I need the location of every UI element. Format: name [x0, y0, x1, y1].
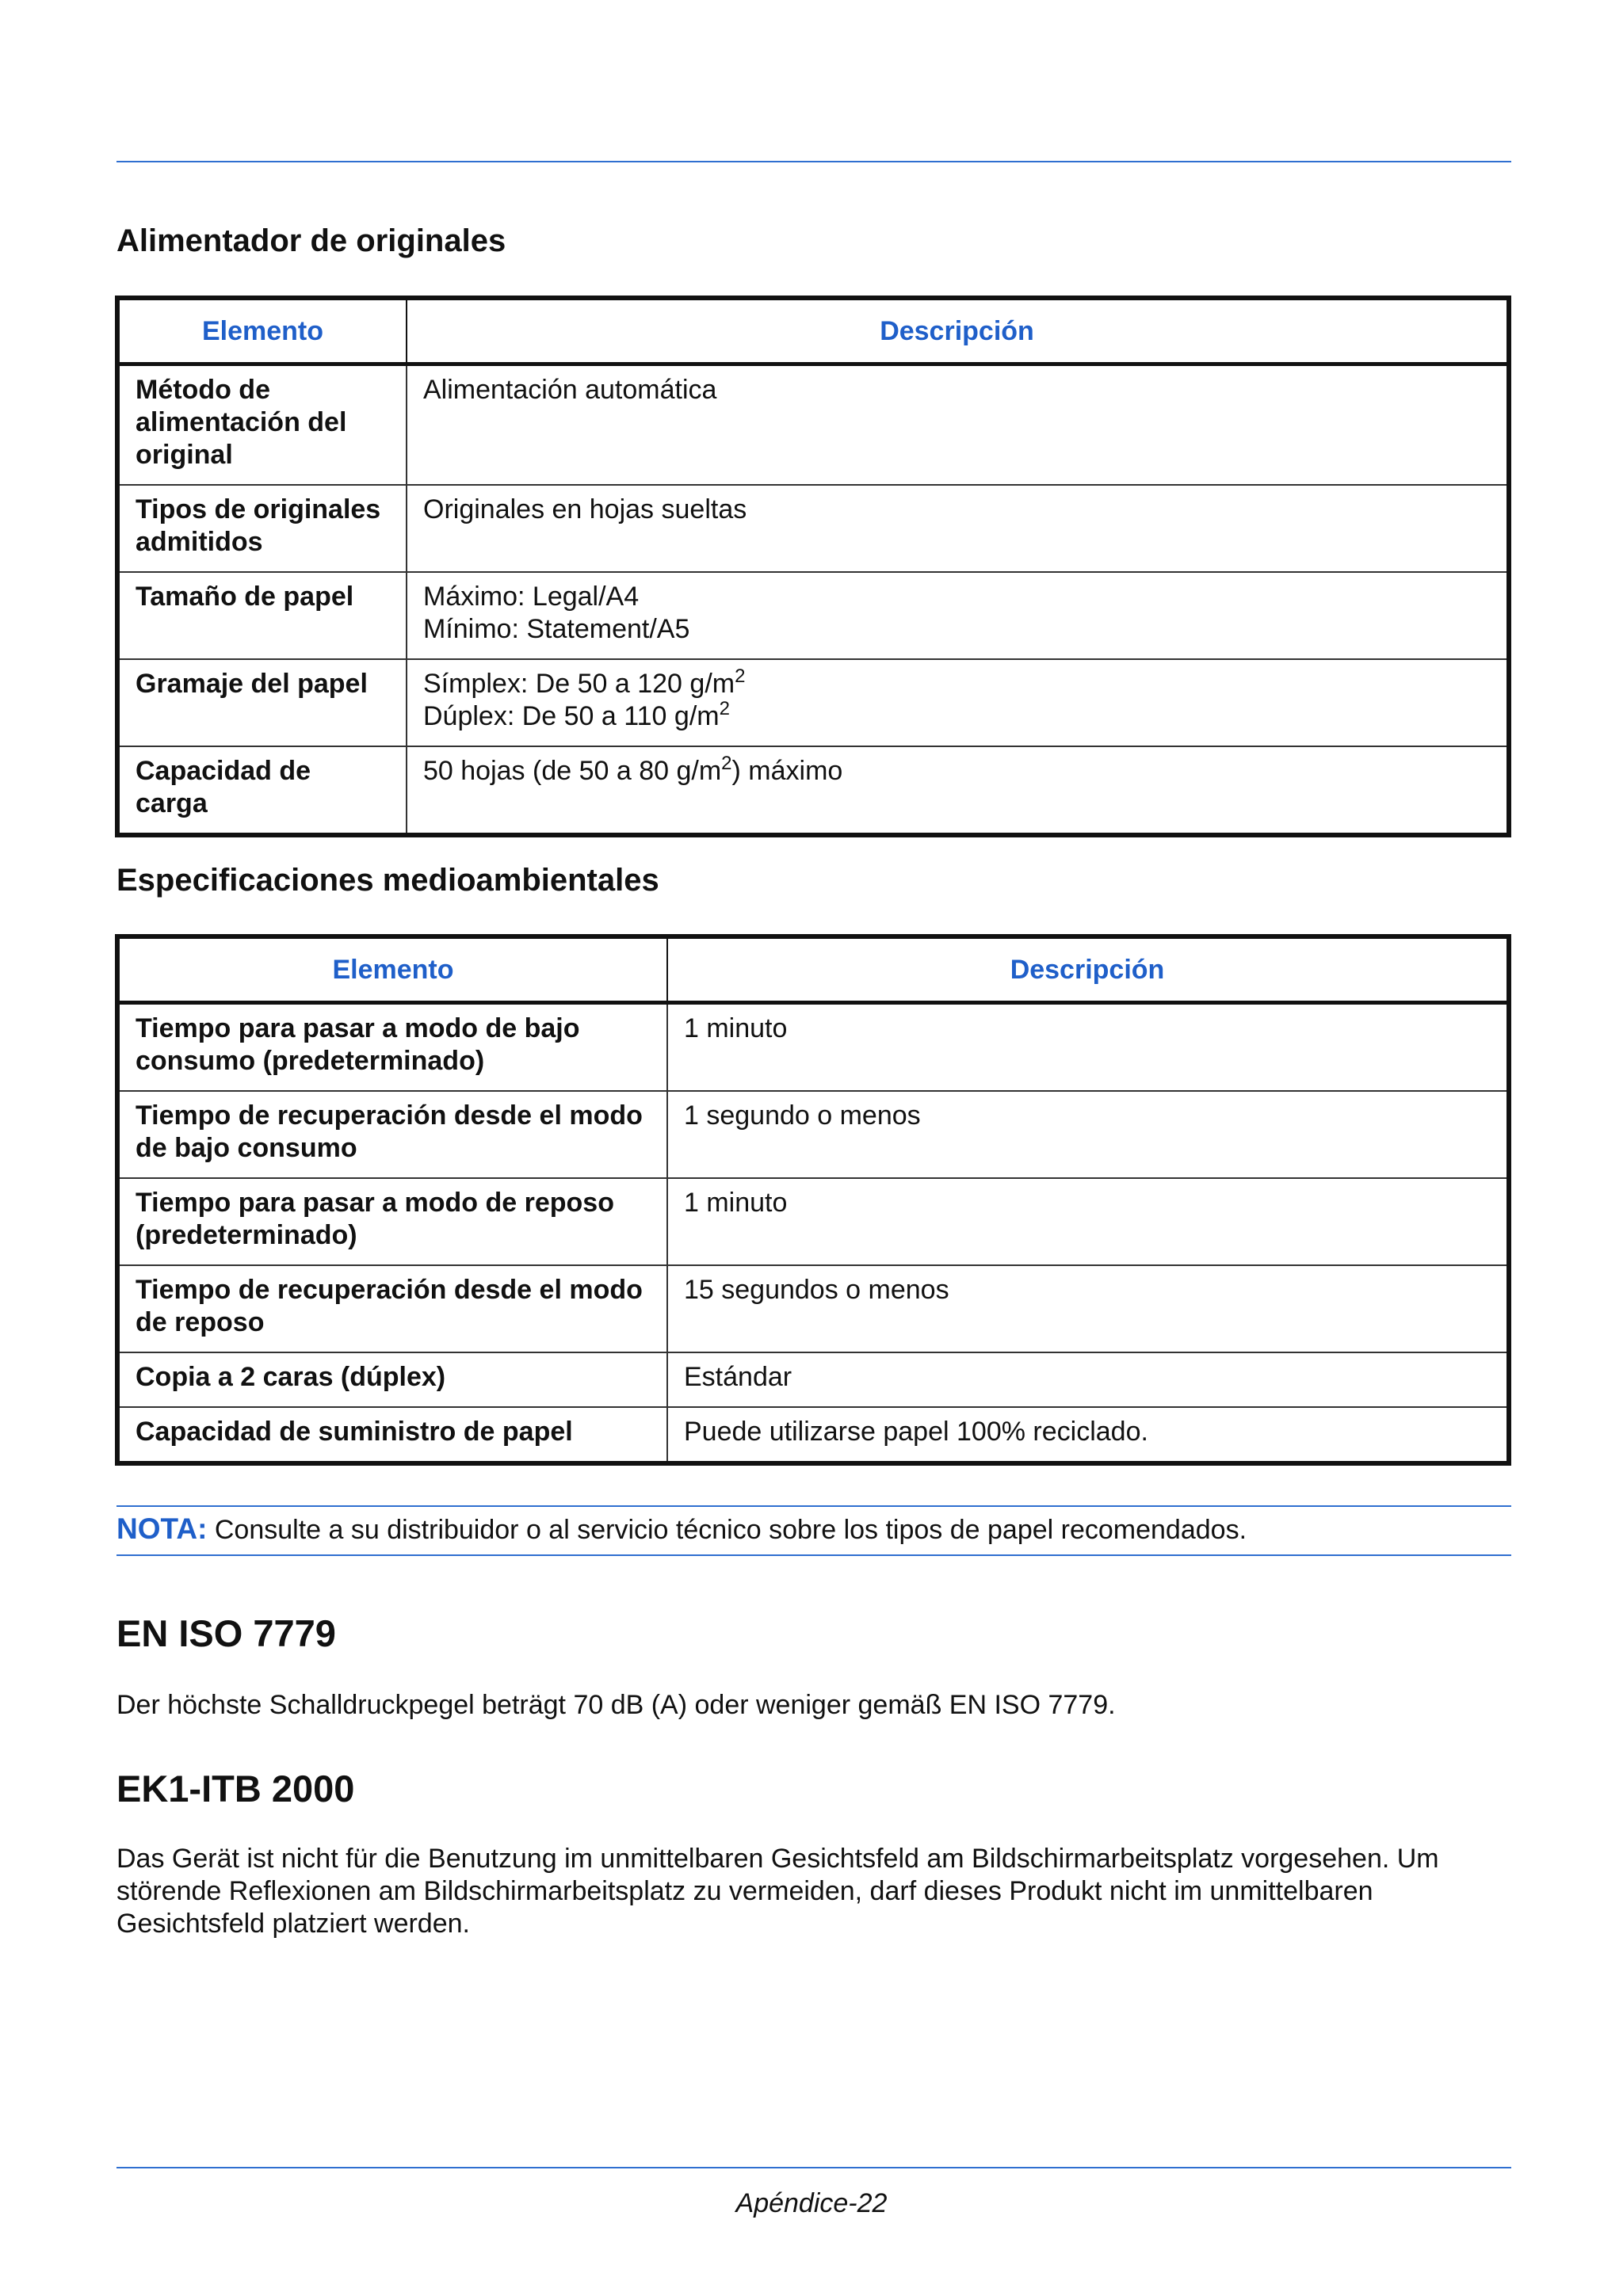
row-item: Método de alimentación del original: [117, 364, 407, 486]
row-description: 1 segundo o menos: [667, 1091, 1509, 1178]
row-description: Puede utilizarse papel 100% reciclado.: [667, 1407, 1509, 1463]
note-box: [116, 1512, 1511, 1547]
paragraph-en-iso-7779: Der höchste Schalldruckpegel beträgt 70 dB (A) oder weniger gemäß EN ISO 7779.: [116, 1690, 1116, 1720]
row-item: Tiempo para pasar a modo de bajo consumo (predeterminado): [117, 1003, 667, 1092]
row-item: Gramaje del papel: [117, 659, 407, 746]
section-title-document-feeder: Alimentador de originales: [116, 223, 506, 258]
row-item: Capacidad de carga: [117, 746, 407, 835]
table-row: [117, 659, 1509, 746]
description-text: ) máximo: [731, 756, 843, 786]
heading-ek1-itb-2000: EK1-ITB 2000: [116, 1768, 355, 1810]
superscript: 2: [721, 753, 732, 774]
table-row: [117, 485, 1509, 572]
row-description: Estándar: [667, 1352, 1509, 1407]
row-item: Tamaño de papel: [117, 572, 407, 659]
note-rule-bottom: [116, 1554, 1511, 1556]
superscript: 2: [719, 698, 730, 719]
description-text: Dúplex: De 50 a 110 g/m: [423, 701, 720, 731]
section-title-environmental: Especificaciones medioambientales: [116, 863, 659, 898]
note-rule-top: [116, 1505, 1511, 1507]
column-header-description: Descripción: [407, 298, 1509, 364]
table-row: [117, 1352, 1509, 1407]
description-line: [423, 668, 1491, 700]
description-text: Símplex: De 50 a 120 g/m: [423, 669, 735, 699]
row-description: [407, 572, 1509, 659]
row-item: Tipos de originales admitidos: [117, 485, 407, 572]
table-row: [117, 572, 1509, 659]
table-header-row: [117, 298, 1509, 364]
column-header-description: Descripción: [667, 936, 1509, 1003]
heading-en-iso-7779: EN ISO 7779: [116, 1612, 336, 1654]
description-line: [423, 700, 1491, 733]
column-header-item: Elemento: [117, 298, 407, 364]
table-row: [117, 1003, 1509, 1092]
document-feeder-table: [115, 296, 1511, 837]
description-text: 50 hojas (de 50 a 80 g/m: [423, 756, 722, 786]
row-description: [407, 746, 1509, 835]
table-row: [117, 364, 1509, 486]
row-description: 1 minuto: [667, 1178, 1509, 1265]
row-item: Capacidad de suministro de papel: [117, 1407, 667, 1463]
header-rule: [116, 161, 1511, 162]
note-text: Consulte a su distribuidor o al servicio técnico sobre los tipos de papel recomendados.: [214, 1515, 1247, 1545]
table-row: [117, 1091, 1509, 1178]
row-item: Tiempo de recuperación desde el modo de reposo: [117, 1265, 667, 1352]
paragraph-ek1-itb-2000: Das Gerät ist nicht für die Benutzung im unmittelbaren Gesichtsfeld am Bildschirmarbeitsplatz vorgesehen. Um störende Reflexionen am Bildschirmarbeitsplatz zu vermeiden, darf dieses Produkt nicht im unmittelbaren Gesichtsfeld platziert werden.: [116, 1844, 1439, 1939]
note-label: NOTA:: [116, 1512, 208, 1545]
row-description: Originales en hojas sueltas: [407, 485, 1509, 572]
description-line: Máximo: Legal/A4: [423, 582, 640, 612]
table-row: [117, 1265, 1509, 1352]
footer-rule: [116, 2167, 1511, 2168]
row-description: 1 minuto: [667, 1003, 1509, 1092]
superscript: 2: [735, 666, 746, 687]
row-item: Tiempo para pasar a modo de reposo (predeterminado): [117, 1178, 667, 1265]
table-header-row: [117, 936, 1509, 1003]
table-row: [117, 1178, 1509, 1265]
row-item: Copia a 2 caras (dúplex): [117, 1352, 667, 1407]
row-description: Alimentación automática: [407, 364, 1509, 486]
table-row: [117, 746, 1509, 835]
description-line: Mínimo: Statement/A5: [423, 614, 690, 644]
row-item: Tiempo de recuperación desde el modo de bajo consumo: [117, 1091, 667, 1178]
row-description: [407, 659, 1509, 746]
environmental-specs-table: [115, 934, 1511, 1466]
page-number: Apéndice-22: [735, 2188, 888, 2218]
table-row: [117, 1407, 1509, 1463]
column-header-item: Elemento: [117, 936, 667, 1003]
row-description: 15 segundos o menos: [667, 1265, 1509, 1352]
